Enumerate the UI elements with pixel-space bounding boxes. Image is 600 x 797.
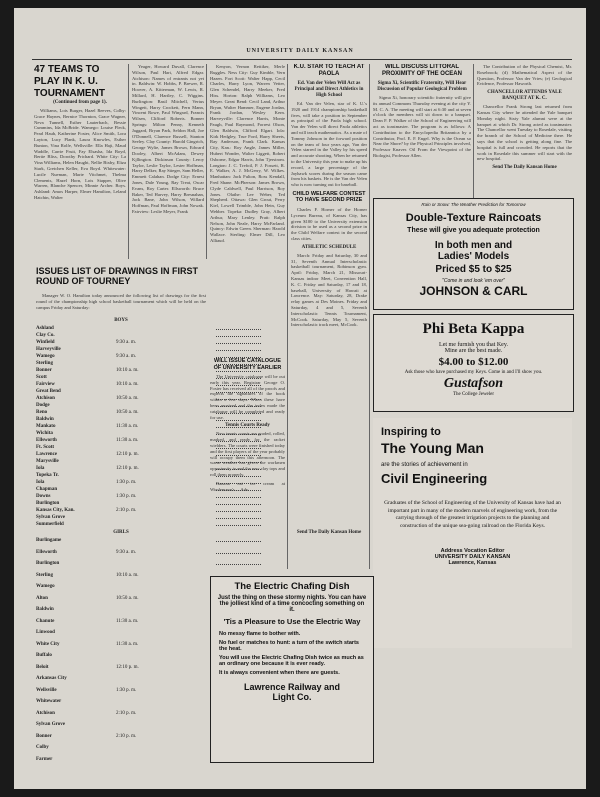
- game-time: 2:10 p. m.: [116, 508, 137, 513]
- team-name: Colby: [36, 745, 49, 750]
- bracket-line: [216, 385, 261, 386]
- weather-note: Rain or Snow: The Weather Prediction for Tomorrow: [421, 202, 526, 207]
- sigma-xi-subhead: Sigma Xi, Scientific Fraternity, Will Hear Discussion of Popular Geological Problem: [377, 81, 467, 92]
- team-name: Harveyville: [36, 347, 61, 352]
- young-addr-1: Address Vocation Editor: [440, 548, 505, 554]
- column-6: [477, 64, 572, 199]
- team-name: Chapman: [36, 487, 58, 492]
- schedule-row: [36, 424, 266, 431]
- team-name: Summerfield: [36, 522, 64, 527]
- bracket-line: [216, 399, 261, 400]
- column-3-text: Kenyon, Vernon Rettiker, Merle Ruggles. Ness City: Guy Kimble, Vern Hazen. Fort Scott: Walter Happ, Cecil Charles, Harry Lyon, Warren Vetter, Glen Schendel, Harry Meeker, Fred Hiss. Horton: Ralph Williams, Leo Meyer. Great Bend: Cecil Land, Arthur Bryan, Walter Hammer, Eugene Jordan, Frank Jordan, Wesley Kern. Harveyville: Clarence Harris, Monte Paugh, Paul Raymond, Forrest Olson, Glen Baldwin, Clifford Elgart. Iola: Kirk Hedgley, True Ford, Harry Sheets, Ray Anderson, Frank Clark. Kansas City, Kan.: Roy Angle, James Miller, Hubert Wonder, Walter Liggett, Robert Osborne, Edgar Harris, John Tjerstrom. Longton: J. C. Trefoil, P. J. Fossett, R. E. Walker, A. J. McGerry, W. Wilkes. Manhattan: Jack Fulton, Ross Kendall, Fred Shane. McPherson: James Brown, Clyde Caldwell, Paul Harrison, Roy Jones. Olathe: Lee Weber, Ted Shepherd. Ottawa: Glen Grout, Perry Kiel, Lowell Trimble, John Hein, Guy Webber. Topeka: Dudley Gray, Albert Arthur, Mary Lenley. Pratt: Ralph Nelson, John Neale, Harry McFarland. Quincy: Edwin Green. Sherman: Harold Wallace. Sterling: Elmer Dill, Leo Alliaud.: [210, 64, 285, 243]
- bracket-line: [216, 364, 261, 365]
- schedule-row: [36, 361, 266, 368]
- column-5: [373, 64, 471, 194]
- schedule-row: [36, 326, 266, 333]
- column-2: [132, 64, 204, 254]
- team-name: Beloit: [36, 664, 49, 670]
- game-time: 12:10 p. m.: [116, 452, 139, 457]
- chafing-title: The Electric Chafing Dish: [234, 581, 350, 592]
- paola-text: Ed. Van der Velen, star of K. U.'s 1920 and 1914 championship basketball fives, will take a position in September as principal of the Paola high school. Van der Velen will direct Paola athletics and will teach mathematics. As a mate of Tommy Johnson in the forward position on the team of four years ago, Van der Velen starred in the Valley by his speed and accurate shooting. When he returned to the University this year to make up his record, a large percentage of the Jayhawk scores during the season came from his baskets. He is the Van der Velen who is now turning out for baseball.: [291, 101, 367, 188]
- chafing-line-3: No messy flame to bother with.: [219, 631, 301, 637]
- schedule-row: [36, 538, 266, 545]
- schedule-row: [36, 480, 266, 487]
- raincoat-line-5: "Come in and look 'em over": [442, 278, 505, 284]
- schedule-row: [36, 375, 266, 382]
- raincoat-line-2: In both men and: [434, 240, 513, 251]
- schedule-row: [36, 403, 266, 410]
- team-name: Reno: [36, 410, 48, 415]
- game-time: 1:30 p. m.: [116, 687, 137, 693]
- team-name: Arkansas City: [36, 676, 67, 681]
- team-name: Ellsworth: [36, 438, 57, 443]
- pbk-line-1: Let me furnish you that Key.: [439, 342, 508, 348]
- team-name: Iola: [36, 466, 45, 471]
- bracket-line: [216, 564, 261, 565]
- sigma-xi-headline: WILL DISCUSS LITTORAL PROXIMITY OF THE OCEAN: [382, 64, 462, 77]
- schedule-row: [36, 561, 266, 568]
- column-1: [34, 98, 126, 256]
- team-name: Marysville: [36, 459, 59, 464]
- young-title-1: Inspiring to: [381, 426, 441, 438]
- game-time: 10:50 a. m.: [116, 410, 139, 415]
- pbk-title: Phi Beta Kappa: [422, 321, 525, 337]
- team-name: Farmer: [36, 756, 53, 762]
- game-time: 11:30 a. m.: [116, 618, 139, 624]
- team-name: Alton: [36, 595, 48, 601]
- catalogue-headline: WILL ISSUE CATALOGUE OF UNIVERSITY EARLIER: [213, 358, 282, 371]
- team-name: Bonner: [36, 368, 52, 373]
- schedule-row: [36, 368, 266, 375]
- team-name: Whitewater: [36, 699, 62, 704]
- phi-beta-kappa-ad: [373, 314, 574, 412]
- team-name: Burlington: [36, 501, 60, 506]
- raincoat-line-3: Ladies' Models: [437, 251, 510, 262]
- team-name: Atchison: [36, 710, 55, 716]
- bracket-line: [216, 541, 261, 542]
- young-addr-2: UNIVERSITY DAILY KANSAN: [434, 554, 511, 560]
- chafing-line-6: It is always convenient when there are guests.: [219, 670, 340, 676]
- game-time: 10:10 a. m.: [116, 382, 139, 387]
- game-time: 9:30 a. m.: [116, 549, 136, 555]
- team-name: Chanute: [36, 618, 55, 624]
- team-name: Great Bend: [36, 389, 61, 394]
- young-line-1: are the stories of achievement in: [381, 462, 468, 468]
- chafing-line-5: You will use the Electric Chafing Dish twice as much as an ordinary one because it is ever ready.: [219, 655, 364, 667]
- column-divider: [206, 64, 207, 259]
- light-co-name: Light Co.: [272, 692, 312, 702]
- young-title-3: Civil Engineering: [381, 471, 488, 486]
- masthead: UNIVERSITY DAILY KANSAN: [246, 48, 354, 54]
- game-time: 10:50 a. m.: [116, 595, 139, 601]
- game-time: 1:30 p. m.: [116, 480, 137, 485]
- young-man-ad: [373, 418, 572, 648]
- boys-label: BOYS: [114, 318, 128, 323]
- team-name: Bonner: [36, 733, 52, 739]
- team-name: Sylvan Grove: [36, 515, 65, 520]
- team-name: Baldwin: [36, 417, 54, 422]
- team-name: White City: [36, 641, 60, 647]
- column-6-text: The Contribution of the Physical Chemist, Mr. Rosebrook; (d) Mathematical Aspect of the Question, Professor Van der Vries; (e) Geological Evidence, Professor Haworth.: [477, 64, 572, 87]
- column-divider: [287, 64, 288, 569]
- game-time: 11:30 a. m.: [116, 438, 139, 443]
- schedule-row: [36, 347, 266, 354]
- boys-schedule: [36, 326, 266, 531]
- schedule-intro: Manager W. O. Hamilton today announced the following list of drawings for the first round of the championship high school basketball tournament which will be held on the campus Friday and Saturday:: [36, 293, 206, 310]
- team-name: Downs: [36, 494, 51, 499]
- bracket-line: [216, 441, 261, 442]
- johnson-carl-name: JOHNSON & CARL: [419, 284, 528, 298]
- send-kansan-home-footer: Send The Daily Kansan Home: [296, 530, 362, 535]
- raincoat-ad: [373, 198, 574, 310]
- continued-note: (Continued from page 1).: [53, 100, 107, 105]
- bracket-line: [216, 518, 261, 519]
- game-time: 9:30 a. m.: [116, 354, 136, 359]
- ice-cream-ad: Banana cut ice cream at Wiedemann's.—Adv.: [210, 480, 285, 492]
- team-name: Mankato: [36, 424, 56, 429]
- bracket-line: [216, 497, 261, 498]
- schedule-headline: ISSUES LIST OF DRAWINGS IN FIRST ROUND OF TOURNEY: [36, 266, 199, 286]
- team-name: Lawrence: [36, 452, 58, 457]
- pbk-line-2: Mine are the best made.: [444, 348, 503, 354]
- bracket-line: [216, 350, 261, 351]
- bracket-line: [216, 462, 261, 463]
- schedule-row: [36, 459, 266, 466]
- schedule-row: [36, 466, 266, 473]
- bracket-line: [216, 469, 261, 470]
- team-name: Sterling: [36, 361, 53, 366]
- column-1-text: Williams, Lois Burger, Hazel Reeves, Colby: Grace Haynes, Bernice Thornton, Grace Wagner, Neva Tunnell, Esther Lauterbach, Bessie Cummins, Ida McBride. Wamego: Louise Fleck, Pearl Haub, Katherine Foster, Alice Smith, Lora Layton, Lucy Plank, Laura Knowles, Esther Bunton, Vina Rolfe, Wellsville: Ella Haji, Maud Waddle, Carrie Fruit, Fay Elsasha, Ida Boyd, Bertie Bliss, Dorothy Prichard. White City: La Vina Williams, Helen Haught, Nellie Bixby, Eliza Stark, Gretchen Keller, Eva Boyd. Whitewater: Lucile Nueman, Marie Vitchmet, Thelma Clements, Hazel Horn, Lois Stapper, Olive Warren, Blanche Spencer, Minnie Archer. Boys. Ashland: Amos Harper, Elmer Hamilton, Leland Hatchin, Walter: [34, 108, 126, 200]
- young-body: Graduates of the School of Engineering of the University of Kansas have had an important part in many of the modern marvels of engineering work, from the carrying through of the greatest irrigation projects to the planning and construction of the unique sea-going railroad on the Florida Keys.: [384, 500, 561, 529]
- team-name: Buffalo: [36, 653, 52, 658]
- team-name: Baldwin: [36, 607, 54, 612]
- bracket-line: [216, 413, 261, 414]
- child-welfare-headline: CHILD WELFARE CONTEST TO HAVE SECOND PRIZE: [292, 190, 366, 204]
- bracket-line: [216, 490, 261, 491]
- newspaper-page: [14, 8, 586, 789]
- team-name: Winfield: [36, 340, 55, 345]
- schedule-row: [36, 396, 266, 403]
- team-name: Ft. Scott: [36, 445, 55, 450]
- schedule-row: [36, 382, 266, 389]
- game-time: 2:10 p. m.: [116, 733, 137, 739]
- team-name: Wamego: [36, 584, 55, 589]
- team-name: Scott: [36, 375, 47, 380]
- catalogue-text: The University catalogue will be out early this year. Registrar George O. Foster has received all of the proofs and expects the signatures of the book within a few days. When these have been received and the index made the catalogue will be completed and ready for use.: [210, 374, 285, 420]
- team-name: Sterling: [36, 572, 53, 578]
- team-name: Burlington: [36, 561, 60, 566]
- game-time: 12:10 p. m.: [116, 664, 139, 670]
- game-time: 10:10 a. m.: [116, 572, 139, 578]
- bracket-line: [216, 525, 261, 526]
- team-name: Sylvan Grove: [36, 722, 65, 727]
- bracket-line: [216, 476, 261, 477]
- game-time: 11:30 a. m.: [116, 424, 139, 429]
- schedule-row: [36, 333, 266, 340]
- column-divider: [128, 64, 129, 259]
- young-title-2: The Young Man: [381, 440, 484, 456]
- raincoat-line-1: These will give you adequate protection: [407, 227, 540, 234]
- pbk-line-3: Ask those who have purchased my Keys. Come in and I'll show you.: [404, 370, 543, 375]
- team-name: Linwood: [36, 630, 55, 635]
- bracket-line: [216, 336, 261, 337]
- game-time: 11:30 a. m.: [116, 641, 139, 647]
- team-name: Iola: [36, 480, 45, 485]
- bracket-line: [216, 406, 261, 407]
- column-divider: [369, 64, 370, 569]
- yale-text: Chancellor Frank Strong last returned from Kansas City where he attended the Yale banquet Monday night. Sixty Yale alumni were at the banquet at which Dr. Strong acted as toastmaster. The Chancellor went Tuesday to Rosedale, visiting the branch of the School of Medicine there. He says that the school is getting along fine. The hospital is full and crowded. He reports that the work in Rosedale this summer will start with the new hospital.: [477, 104, 572, 162]
- schedule-row: [36, 431, 266, 438]
- schedule-row: [36, 438, 266, 445]
- raincoat-title: Double-Texture Raincoats: [405, 212, 542, 224]
- bracket-line: [216, 420, 261, 421]
- schedule-row: [36, 445, 266, 452]
- team-name: Wamego: [36, 354, 55, 359]
- bracket-line: [216, 483, 261, 484]
- team-name: Ashland: [36, 326, 54, 331]
- team-name: Ellsworth: [36, 549, 57, 555]
- bracket-line: [216, 427, 261, 428]
- schedule-row: [36, 522, 266, 529]
- game-time: 2:10 p. m.: [116, 710, 137, 716]
- bracket-line: [216, 448, 261, 449]
- schedule-row: [36, 550, 266, 557]
- young-addr-3: Lawrence, Kansas: [448, 560, 497, 566]
- schedule-row: [36, 410, 266, 417]
- bracket-line: [216, 553, 261, 554]
- chafing-line-4: No fuel or matches to hunt: a turn of the switch starts the heat.: [219, 640, 359, 652]
- chafing-line-1: Just the thing on these stormy nights. You can have the jolliest kind of a time concocting something on it.: [217, 595, 367, 613]
- schedule-row: [36, 501, 266, 508]
- schedule-row: [36, 340, 266, 347]
- lawrence-railway-name: Lawrence Railway and: [243, 682, 341, 692]
- sigma-xi-text: Sigma Xi, honorary scientific fraternity will give its annual Commons Thursday evening at the city Y. M. C. A. The meeting will start at 6:30 and at seven o'clock the members will sit down to a banquet. Dean F. P. Walker of the School of Engineering will act as toastmaster. The program is as follows: A Contribution to the Encyclopedia Britannica by a Contributor, Prof. E. F. Engel. Why is the Ocean so Near the Shore? by the Physical Principles involved, Professor Knaver. Oil From the Viewpoint of the Biologist, Professor Allen.: [373, 95, 471, 158]
- bracket-line: [216, 455, 261, 456]
- send-kansan-home: Send The Daily Kansan Home: [492, 165, 557, 171]
- chafing-line-2: 'Tis a Pleasure to Use the Electric Way: [223, 617, 361, 626]
- bracket-line: [216, 343, 261, 344]
- schedule-row: [36, 508, 266, 515]
- bracket-line: [216, 371, 261, 372]
- team-name: Atchison: [36, 396, 55, 401]
- bracket-line: [216, 392, 261, 393]
- game-time: 1:30 p. m.: [116, 494, 137, 499]
- chafing-dish-ad: [210, 576, 374, 763]
- paola-subhead: Ed. Van der Velen Will Act as Principal and Direct Athletics in High School: [294, 81, 364, 98]
- schedule-row: [36, 494, 266, 501]
- team-name: Fairview: [36, 382, 55, 387]
- schedule-row: [36, 515, 266, 522]
- team-name: Wichita: [36, 431, 53, 436]
- bracket-line: [216, 378, 261, 379]
- column-3: [210, 64, 285, 354]
- athletic-text: March: Friday and Saturday, 30 and 31, Seventh Annual Interscholastic basketball tournament, Robinson gym. April: Friday, March 21, Missouri-Kansas indoor Meet, Convention Hall, K. C. Friday and Saturday, 17 and 18, baseball, University of Hawaii at Lawrence. May: Saturday, 28, Drake relay games at Des Moines. Friday and Saturday, 4 and 5, Seventh Interscholastic Tennis Tournament, McCook. Saturday, May 5, Seventh Interscholastic track meet, McCook.: [291, 252, 367, 328]
- team-name: Kansas City, Kan.: [36, 508, 75, 513]
- schedule-row: [36, 389, 266, 396]
- schedule-row: [36, 473, 266, 480]
- bracket-line: [216, 357, 261, 358]
- bracket-line: [216, 329, 261, 330]
- yale-headline: CHANCELLOR ATTENDS YALE BANQUET AT K. C.: [487, 90, 562, 102]
- pbk-price: $4.00 to $12.00: [438, 356, 509, 368]
- tennis-headline: Tennis Courts Ready: [225, 423, 270, 429]
- team-name: Clay Co.: [36, 333, 55, 338]
- team-name: Wellsville: [36, 687, 57, 693]
- schedule-row: [36, 354, 266, 361]
- girls-label: GIRLS: [113, 530, 129, 535]
- schedule-row: [36, 417, 266, 424]
- athletic-headline: ATHLETIC SCHEDULE: [301, 244, 357, 250]
- game-time: 12:10 p. m.: [116, 466, 139, 471]
- team-name: Dodge: [36, 403, 50, 408]
- paola-headline: K.U. STAR TO TEACH AT PAOLA: [293, 64, 365, 77]
- gustafson-signature: Gustafson: [443, 376, 504, 391]
- child-welfare-text: Charles F. Horner of the Horner Lyceum Bureau, of Kansas City, has given $100 to the University extension division to be used as a second prize in the Child Welfare contest in the second class cities.: [291, 206, 367, 241]
- game-time: 9:30 a. m.: [116, 340, 136, 345]
- column-4: [291, 64, 367, 564]
- pbk-footer: The College Jeweler: [452, 392, 495, 397]
- bracket-line: [216, 434, 261, 435]
- game-time: 10:10 a. m.: [116, 368, 139, 373]
- schedule-row: [36, 487, 266, 494]
- tennis-text: New tennis courts are graded, rolled, marked, and ready for the racket wielders. The courts were finished today and the first players of the year probably will occupy them this afternoon. The warm weather has given the workmen opportunity to end the new clay tops and roll them properly.: [210, 431, 285, 477]
- raincoat-price: Priced $5 to $25: [435, 264, 512, 275]
- masthead-rule: [32, 59, 572, 60]
- tournament-headline: 47 TEAMS TO PLAY IN K. U. TOURNAMENT: [34, 64, 105, 99]
- schedule-row: [36, 452, 266, 459]
- game-time: 10:50 a. m.: [116, 396, 139, 401]
- column-2-text: Yeager, Howard Duvall, Clarence Wilson, Paul Hart, Alfred Edgar. Atchison: Names of entrants not yet in. Baldwin: W. Hobbs, P. Brewer, R. Hoover, A. Kitterman, W. Lewis, R. Millard, H. Hartley, C. Wiggins. Burlington: Basil Mitchell, Vertus Wingett, Harry Crockett, Fern Mann, Vincent Rowe, Paul Wingard, Francis Wilsen, Clifford Roberts. Bonner Springs: Milton Penny, Kenneth Jaggard, Bryan Park, Seldon Hall, Joe O'Donnell, Clarence Russell, Stanton Seeley. Clay County: Harold Gingrich, George Wylie, James Brown, Edward Dooley, Albert McAdam, Dewey Kjllington. Dickinson County: Leroy Taylor, Leslie Taylor, Lester Hoffman, Harry Delker, Ray Stieger, Sam Heller, Emmett Calahan. Dodge City: Ernest Jones, Dale Young, Ray Treat, Oscar Evans, Roy Carter. Ellsworth: Bruce Baker, Ted Harvey, Harry Bresnahan, Jack Bane, John Wilson, Willard Hoffman, Paul Hoffman, John Nowak. Fairview: Leslie Meyer, Frank: [132, 64, 204, 214]
- team-name: Burlingame: [36, 538, 62, 543]
- bracket-line: [216, 511, 261, 512]
- team-name: Topeka Tr.: [36, 473, 59, 478]
- column-divider: [473, 64, 474, 204]
- bracket-line: [216, 504, 261, 505]
